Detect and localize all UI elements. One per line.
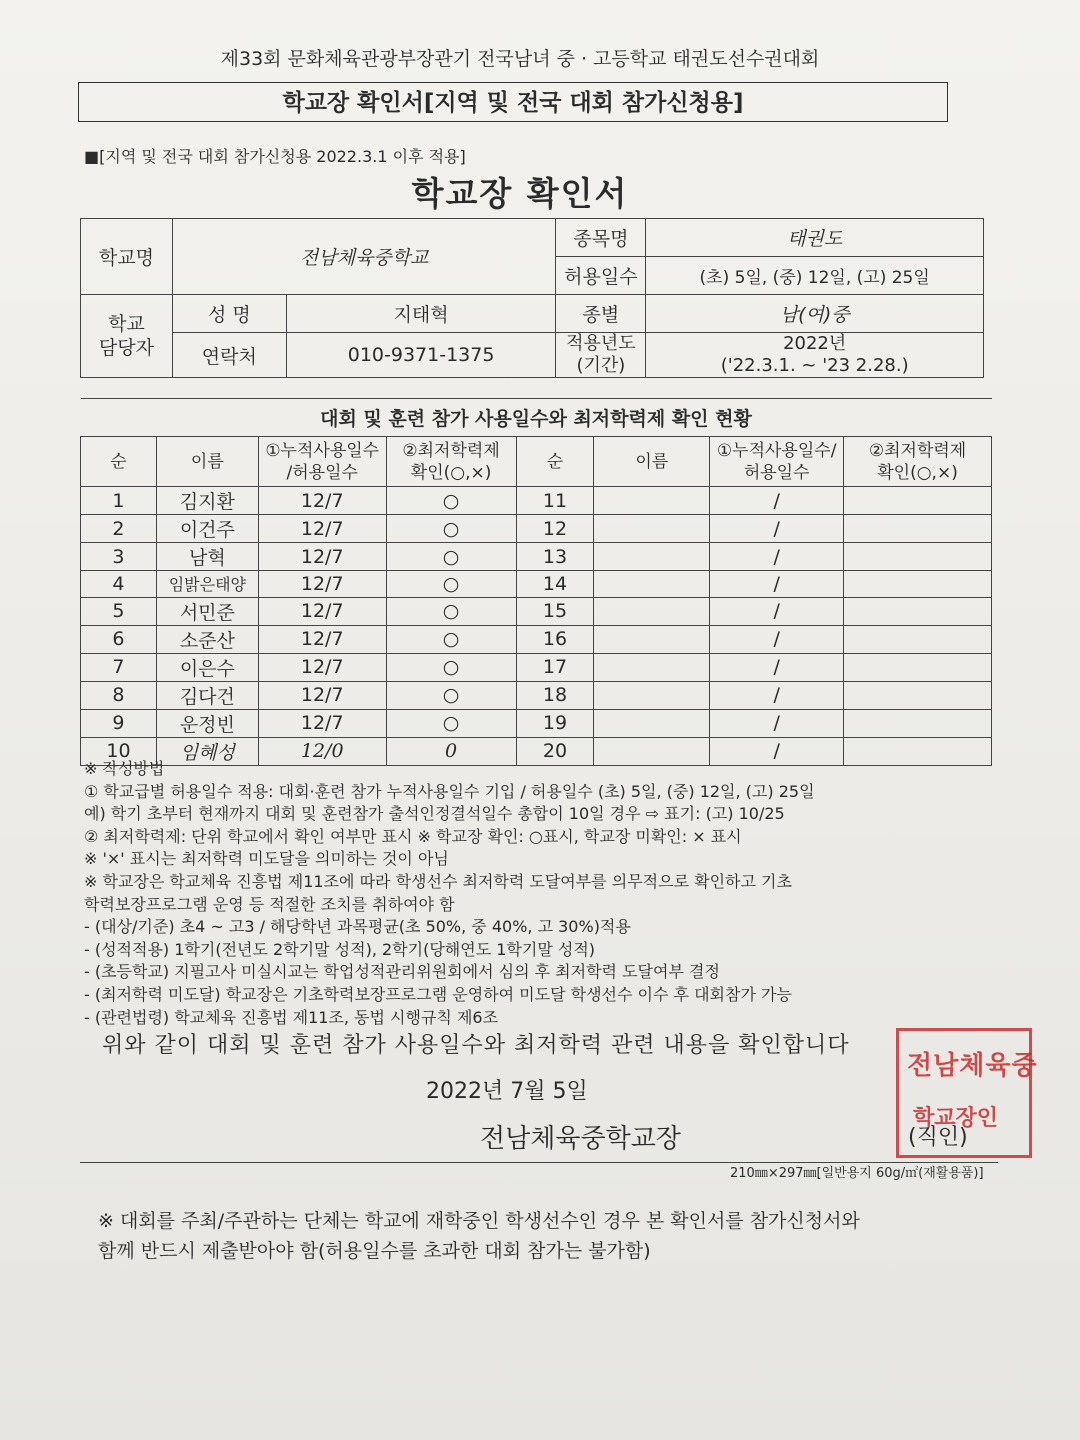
row-days: 12/7 (258, 681, 386, 709)
period-value-line: ('22.3.1. ~ '23 2.28.) (720, 355, 909, 376)
row-name: 서민준 (156, 597, 258, 625)
year-value-line: 2022년 (783, 333, 847, 354)
header-days (258, 437, 386, 487)
row-name: 김지환 (156, 487, 258, 515)
note-line: ※ 작성방법 (84, 759, 165, 778)
row-name: 이건주 (156, 515, 258, 543)
roster-table (80, 398, 992, 766)
instructions (84, 758, 815, 1029)
row-name: 임밝은태양 (156, 571, 258, 598)
row-check: ○ (386, 709, 516, 737)
row-no-right: 17 (516, 653, 594, 681)
row-days: 12/7 (258, 515, 386, 543)
gender-value: 남(여)중 (646, 295, 984, 333)
row-no: 7 (81, 653, 157, 681)
row-no-right: 12 (516, 515, 594, 543)
row-name-right (594, 543, 710, 571)
header-check-right-line2: 확인(○,×) (877, 462, 958, 483)
info-table (80, 218, 984, 378)
row-name-right (594, 681, 710, 709)
sport-value: 태권도 (646, 219, 984, 257)
event-title: 제33회 문화체육관광부장관기 전국남녀 중 · 고등학교 태권도선수권대회 (220, 48, 820, 70)
row-check: ○ (386, 681, 516, 709)
row-days: 12/7 (258, 709, 386, 737)
row-days: 12/7 (258, 625, 386, 653)
footer-line: ※ 대회를 주최/주관하는 단체는 학교에 재학중인 학생선수인 경우 본 확인서를 참가신청서와 (98, 1210, 860, 1232)
row-no-right: 20 (516, 737, 594, 765)
seal-label: (직인) (908, 1125, 968, 1150)
row-no: 3 (81, 543, 157, 571)
row-name-right (594, 571, 710, 598)
row-days-right: / (710, 737, 844, 765)
row-no-right: 18 (516, 681, 594, 709)
header-days-right-line2: 허용일수 (743, 462, 810, 483)
confirmation-statement: 위와 같이 대회 및 훈련 참가 사용일수와 최저학력 관련 내용을 확인합니다 (102, 1033, 850, 1058)
row-check-right (844, 737, 992, 765)
row-days-right: / (710, 681, 844, 709)
row-no: 1 (81, 487, 157, 515)
note-line: - (성적적용) 1학기(전년도 2학기말 성적), 2학기(당해연도 1학기말 성적) (84, 939, 596, 959)
row-name: 운정빈 (156, 709, 258, 737)
year-label-line1: 적용년도 (566, 333, 636, 354)
header-check-right-line1: ②최저학력제 (868, 440, 967, 461)
row-no-right: 15 (516, 597, 594, 625)
row-days-right: / (710, 597, 844, 625)
year-value (646, 333, 984, 378)
table-row (81, 653, 992, 681)
note-line: 학력보장프로그램 운영 등 적절한 조치를 취하여야 함 (84, 894, 455, 914)
header-days-line2: /허용일수 (286, 462, 358, 483)
note-line: ① 학교급별 허용일수 적용: 대회·훈련 참가 누적사용일수 기입 / 허용일수 (초) 5일, (중) 12일, (고) 25일 (84, 781, 815, 801)
contact-label: 연락처 (172, 333, 286, 378)
row-days-right: / (710, 515, 844, 543)
row-no-right: 16 (516, 625, 594, 653)
row-days-right: / (710, 543, 844, 571)
stamp-text-2: 학교장인 (913, 1106, 999, 1131)
note-line: - (최저학력 미도달) 학교장은 기초학력보장프로그램 운영하여 미도달 학생선수 이수 후 대회참가 가능 (84, 984, 792, 1004)
row-name: 소준산 (156, 625, 258, 653)
row-check: ○ (386, 543, 516, 571)
row-days-right: / (710, 653, 844, 681)
issue-date: 2022년 7월 5일 (426, 1079, 588, 1104)
row-days: 12/7 (258, 543, 386, 571)
row-no: 6 (81, 625, 157, 653)
header-check (386, 437, 516, 487)
header-name-right: 이름 (594, 437, 710, 487)
table-row (81, 597, 992, 625)
year-label (556, 333, 646, 378)
note-line: ※ 학교장은 학교체육 진흥법 제11조에 따라 학생선수 최저학력 도달여부를 의무적으로 확인하고 기초 (84, 871, 792, 891)
header-name: 이름 (156, 437, 258, 487)
paper-spec: 210㎜×297㎜[일반용지 60g/㎡(재활용품)] (730, 1166, 984, 1181)
row-check-right (844, 597, 992, 625)
allowed-days-label: 허용일수 (556, 257, 646, 295)
main-title: 학교장 확인서 (411, 174, 629, 213)
row-name: 김다건 (156, 681, 258, 709)
school-value: 전남체육중학교 (172, 219, 556, 295)
contact-value: 010-9371-1375 (286, 333, 556, 378)
stamp-text: 전남체육중 (907, 1051, 1038, 1081)
roster-caption: 대회 및 훈련 참가 사용일수와 최저학력제 확인 현황 (81, 399, 992, 437)
row-days-right: / (710, 487, 844, 515)
header-check-line1: ②최저학력제 (402, 440, 500, 461)
header-no: 순 (81, 437, 157, 487)
table-row (81, 681, 992, 709)
row-check: ○ (386, 571, 516, 598)
row-name-right (594, 709, 710, 737)
row-no: 10 (81, 737, 157, 765)
row-no: 8 (81, 681, 157, 709)
allowed-days-value: (초) 5일, (중) 12일, (고) 25일 (646, 257, 984, 295)
row-no: 4 (81, 571, 157, 598)
table-row (81, 543, 992, 571)
row-check: ○ (386, 597, 516, 625)
row-name-right (594, 625, 710, 653)
header-days-line1: ①누적사용일수 (265, 440, 380, 461)
note-line: ※ '×' 표시는 최저학력 미도달을 의미하는 것이 아님 (84, 849, 449, 869)
row-name-right (594, 597, 710, 625)
row-no-right: 13 (516, 543, 594, 571)
row-no: 9 (81, 709, 157, 737)
note-line: - (초등학교) 지필고사 미실시교는 학업성적관리위원회에서 심의 후 최저학력 도달여부 결정 (84, 962, 720, 982)
row-check-right (844, 681, 992, 709)
note-line: 예) 학기 초부터 현재까지 대회 및 훈련참가 출석인정결석일수 총합이 10일 경우 ⇨ 표기: (고) 10/25 (84, 804, 785, 824)
row-check: ○ (386, 487, 516, 515)
principal-signature: 전남체육중학교장 (480, 1124, 681, 1154)
row-check-right (844, 543, 992, 571)
note-line: - (관련법령) 학교체육 진흥법 제11조, 동법 시행규칙 제6조 (84, 1007, 499, 1027)
header-check-right (844, 437, 992, 487)
school-label: 학교명 (81, 219, 173, 295)
footer-line: 함께 반드시 제출받아야 함(허용일수를 초과한 대회 참가는 불가함) (98, 1240, 651, 1262)
row-check-right (844, 487, 992, 515)
name-label: 성 명 (172, 295, 286, 333)
row-check: 0 (386, 737, 516, 765)
row-no-right: 14 (516, 571, 594, 598)
row-name: 임혜성 (156, 737, 258, 765)
header-days-right-line1: ①누적사용일수/ (716, 440, 837, 461)
year-label-line2: (기간) (576, 355, 626, 376)
row-days: 12/7 (258, 597, 386, 625)
gender-label: 종별 (556, 295, 646, 333)
row-days: 12/0 (258, 737, 386, 765)
table-row (81, 571, 992, 598)
footer-note (98, 1206, 860, 1266)
applicability-note: ■[지역 및 전국 대회 참가신청용 2022.3.1 이후 적용] (84, 147, 466, 166)
row-name: 이은수 (156, 653, 258, 681)
header-check-line2: 확인(○,×) (410, 462, 492, 483)
note-line: - (대상/기준) 초4 ~ 고3 / 해당학년 과목평균(초 50%, 중 40%, 고 30%)적용 (84, 917, 631, 937)
row-no: 2 (81, 515, 157, 543)
row-check: ○ (386, 653, 516, 681)
manager-label-line2: 담당자 (98, 337, 154, 359)
table-row (81, 625, 992, 653)
row-no: 5 (81, 597, 157, 625)
header-no-right: 순 (516, 437, 594, 487)
name-value: 지태혁 (286, 295, 556, 333)
row-days: 12/7 (258, 653, 386, 681)
row-name-right (594, 653, 710, 681)
row-check: ○ (386, 515, 516, 543)
row-days-right: / (710, 571, 844, 598)
sport-label: 종목명 (556, 219, 646, 257)
row-name-right (594, 515, 710, 543)
table-row (81, 515, 992, 543)
row-check-right (844, 571, 992, 598)
row-name-right (594, 487, 710, 515)
note-line: ② 최저학력제: 단위 학교에서 확인 여부만 표시 ※ 학교장 확인: ○표시, 학교장 미확인: × 표시 (84, 826, 742, 846)
row-days-right: / (710, 709, 844, 737)
row-check-right (844, 709, 992, 737)
row-name: 남혁 (156, 543, 258, 571)
header-days-right (710, 437, 844, 487)
row-no-right: 11 (516, 487, 594, 515)
row-check-right (844, 653, 992, 681)
row-check-right (844, 625, 992, 653)
row-days-right: / (710, 625, 844, 653)
row-days: 12/7 (258, 571, 386, 598)
table-row (81, 709, 992, 737)
manager-label-line1: 학교 (108, 313, 145, 335)
row-check-right (844, 515, 992, 543)
manager-label (81, 295, 173, 378)
row-no-right: 19 (516, 709, 594, 737)
row-check: ○ (386, 625, 516, 653)
table-row (81, 487, 992, 515)
document-title: 학교장 확인서[지역 및 전국 대회 참가신청용] (78, 82, 948, 122)
row-days: 12/7 (258, 487, 386, 515)
